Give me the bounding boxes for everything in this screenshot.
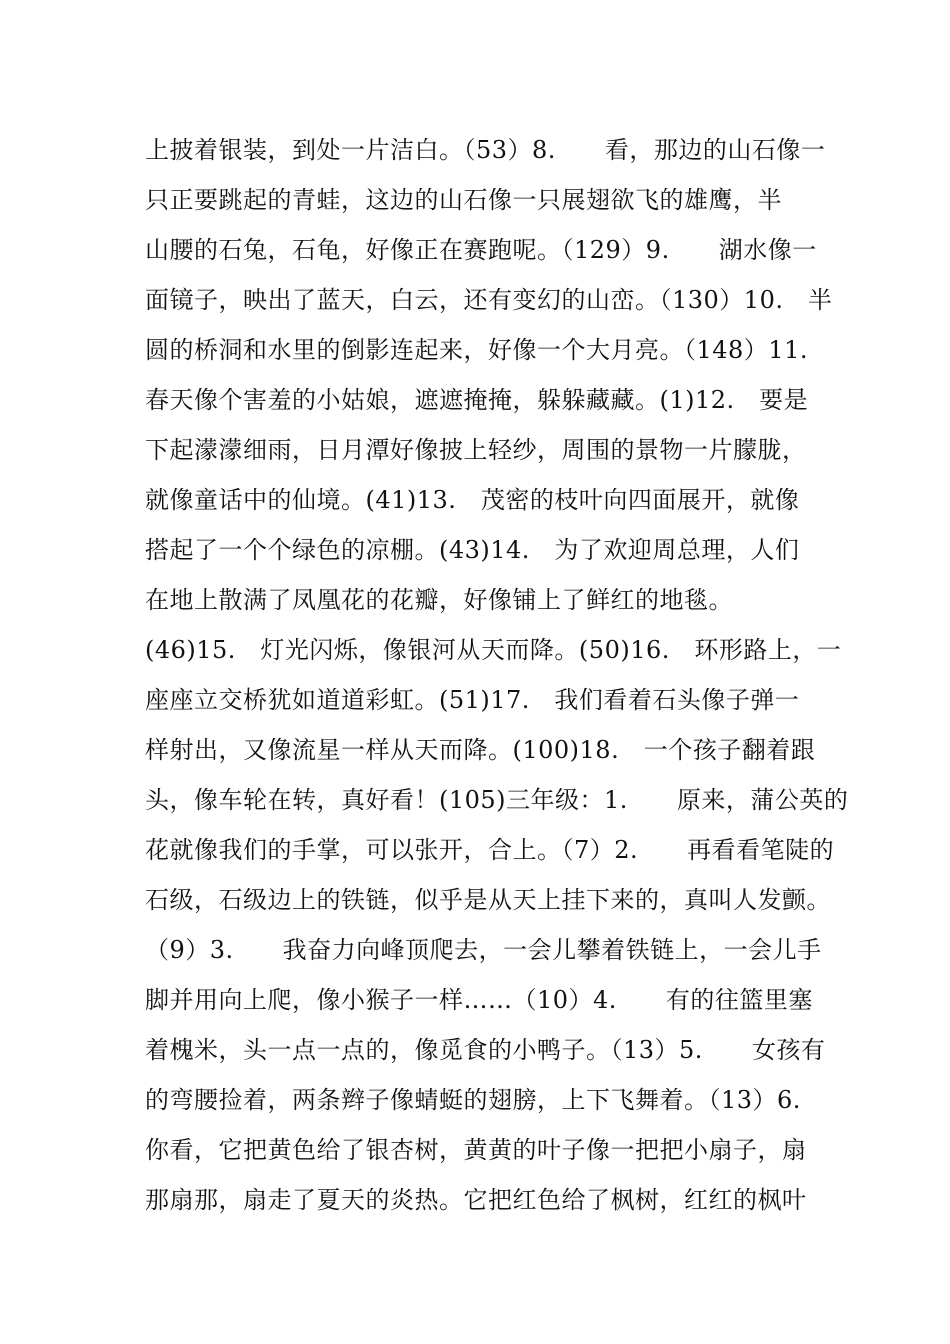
text-line: 山腰的石兔，石龟，好像正在赛跑呢。（129）9. 湖水像一 [145,236,817,264]
text-line: 石级，石级边上的铁链，似乎是从天上挂下来的，真叫人发颤。 [145,886,831,914]
text-line: (46)15. 灯光闪烁，像银河从天而降。(50)16. 环形路上，一 [145,636,842,664]
text-line: 你看，它把黄色给了银杏树，黄黄的叶子像一把把小扇子，扇 [145,1136,807,1164]
text-line: 座座立交桥犹如道道彩虹。(51)17. 我们看着石头像子弹一 [145,686,800,714]
body-text [145,128,849,1228]
text-line: 面镜子，映出了蓝天，白云，还有变幻的山峦。（130）10. 半 [145,286,833,314]
text-line: 那扇那，扇走了夏天的炎热。它把红色给了枫树，红红的枫叶 [145,1186,807,1214]
text-line: 头，像车轮在转，真好看！(105)三年级：1. 原来，蒲公英的 [145,786,849,814]
text-line: 着槐米，头一点一点的，像觅食的小鸭子。（13）5. 女孩有 [145,1036,826,1064]
text-line: 在地上散满了凤凰花的花瓣，好像铺上了鲜红的地毯。 [145,586,733,614]
text-line: 只正要跳起的青蛙，这边的山石像一只展翅欲飞的雄鹰，半 [145,186,782,214]
text-line: 春天像个害羞的小姑娘，遮遮掩掩，躲躲藏藏。(1)12. 要是 [145,386,809,414]
text-line: 搭起了一个个绿色的凉棚。(43)14. 为了欢迎周总理，人们 [145,536,800,564]
text-line: 样射出，又像流星一样从天而降。(100)18. 一个孩子翻着跟 [145,736,816,764]
text-line: 圆的桥洞和水里的倒影连起来，好像一个大月亮。（148）11. [145,336,808,364]
text-line: 脚并用向上爬，像小猴子一样……（10）4. 有的往篮里塞 [145,986,813,1014]
text-line: 花就像我们的手掌，可以张开，合上。（7）2. 再看看笔陡的 [145,836,835,864]
text-line: 下起濛濛细雨，日月潭好像披上轻纱，周围的景物一片朦胧， [145,436,807,464]
text-line: 的弯腰捡着，两条辫子像蜻蜓的翅膀，上下飞舞着。（13）6. [145,1086,801,1114]
text-line: 上披着银装，到处一片洁白。（53）8. 看，那边的山石像一 [145,136,826,164]
text-line: （9）3. 我奋力向峰顶爬去，一会儿攀着铁链上，一会儿手 [145,936,822,964]
text-line: 就像童话中的仙境。(41)13. 茂密的枝叶向四面展开，就像 [145,486,800,514]
